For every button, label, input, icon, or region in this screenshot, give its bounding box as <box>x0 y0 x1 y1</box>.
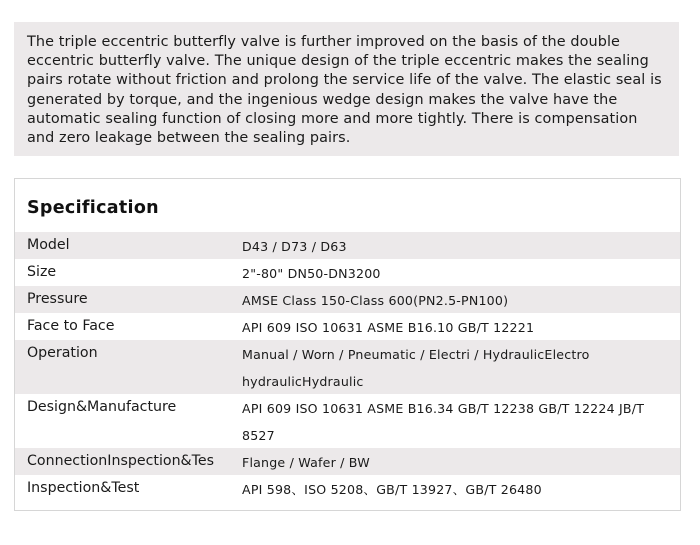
intro-paragraph: The triple eccentric butterfly valve is further improved on the basis of the double eccentric butterfly valve. The unique design of the triple eccentric makes the sealing pairs rotate without friction and prolong the service life of the valve. The elastic seal is generated by torque, and the ingenious wedge design makes the valve have the automatic sealing function of closing more and more tightly. There is compensation and zero leakage between the sealing pairs. <box>14 22 679 156</box>
spec-row-design-manufacture <box>15 394 680 448</box>
spec-value: AMSE Class 150-Class 600(PN2.5-PN100) <box>242 293 509 308</box>
spec-label: Operation <box>27 345 98 361</box>
spec-value: Flange / Wafer / BW <box>242 455 370 470</box>
spec-row-operation <box>15 340 680 394</box>
spec-row-face-to-face <box>15 313 680 340</box>
spec-value: API 609 ISO 10631 ASME B16.10 GB/T 12221 <box>242 320 535 335</box>
spec-label: Design&Manufacture <box>27 399 177 415</box>
spec-label: Model <box>27 237 70 253</box>
spec-value: D43 / D73 / D63 <box>242 239 347 254</box>
specification-title: Specification <box>27 198 159 218</box>
spec-row-size <box>15 259 680 286</box>
spec-label: Size <box>27 264 57 280</box>
spec-label: Pressure <box>27 291 88 307</box>
spec-value: API 598、ISO 5208、GB/T 13927、GB/T 26480 <box>242 482 542 497</box>
spec-label: Inspection&Test <box>27 480 140 496</box>
spec-row-connection <box>15 448 680 475</box>
spec-row-pressure <box>15 286 680 313</box>
spec-label: ConnectionInspection&Tes <box>27 453 214 469</box>
specification-panel <box>14 178 681 511</box>
spec-row-inspection-test <box>15 475 680 502</box>
specification-table <box>15 232 680 502</box>
spec-label: Face to Face <box>27 318 115 334</box>
spec-row-model <box>15 232 680 259</box>
spec-value: Manual / Worn / Pneumatic / Electri / HydraulicElectro hydraulicHydraulic <box>242 347 590 389</box>
spec-value: 2"-80" DN50-DN3200 <box>242 266 381 281</box>
spec-value: API 609 ISO 10631 ASME B16.34 GB/T 12238 GB/T 12224 JB/T 8527 <box>242 401 645 443</box>
